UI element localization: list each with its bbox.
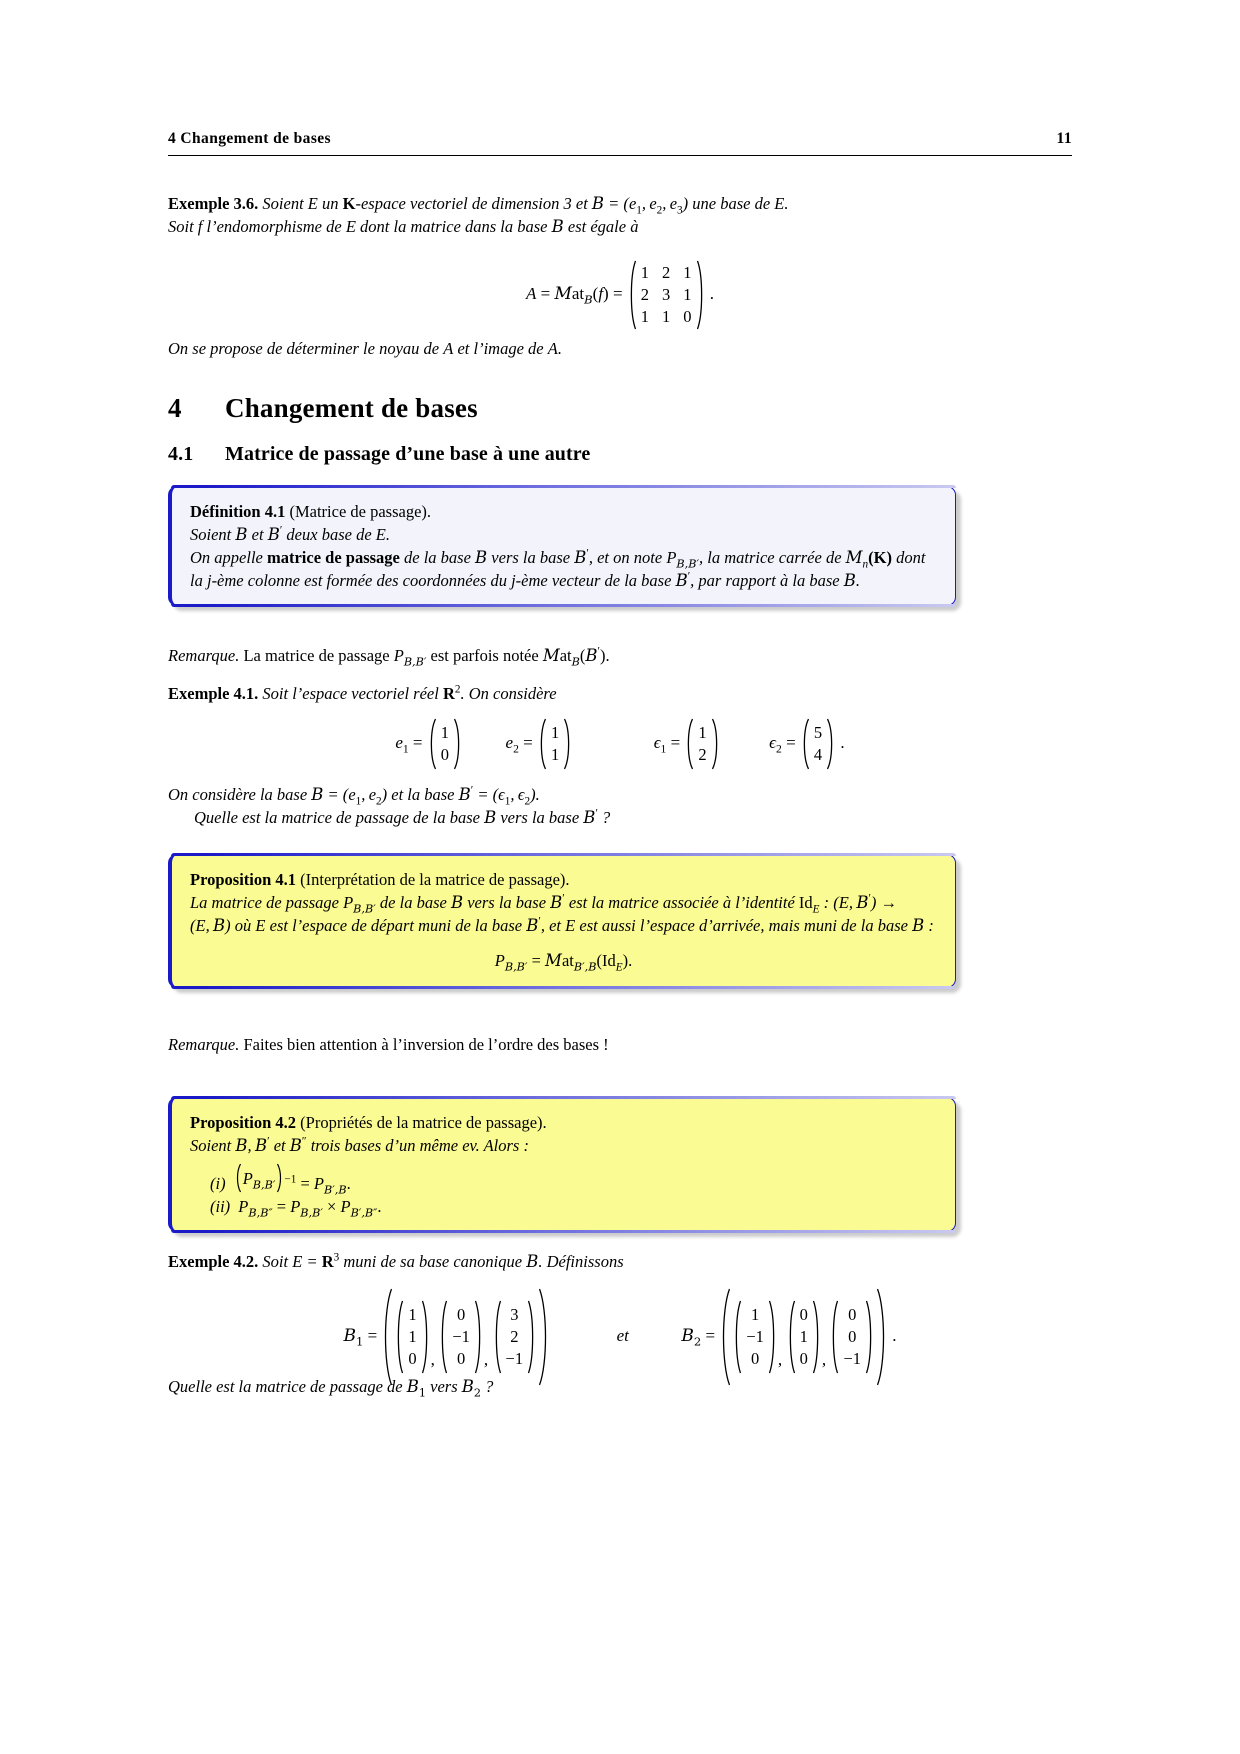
cell: −1: [746, 1327, 764, 1346]
left-paren: [381, 1288, 392, 1386]
proposition-4-1-paren: (Interprétation de la matrice de passage).: [300, 870, 570, 889]
right-paren: [422, 1300, 431, 1374]
cell: 5: [813, 723, 823, 742]
matrix-A-trail: .: [709, 283, 715, 303]
right-paren: [827, 718, 836, 770]
cell: 1: [408, 1305, 417, 1324]
matrix-A-display: A = Mat$_B$(f) = 1 2 1 2 3 1 1 1 0 .: [168, 260, 1072, 330]
right-paren: [564, 718, 573, 770]
cell: 1: [640, 263, 650, 282]
definition-4-1-title: Définition 4.1: [190, 502, 286, 521]
left-paren: [427, 718, 436, 770]
right-paren: [475, 1300, 484, 1374]
example-4-1: [168, 682, 1072, 705]
right-paren: [866, 1300, 875, 1374]
left-paren: [719, 1288, 730, 1386]
left-paren: [627, 260, 636, 330]
example-4-1-after: On considère la base $B = (e_1$, $e_2$) et la base $B' = (\epsilon_1$, $\epsilon_2$). Quelle est la matrice de passage de la base B vers la base B′ ?: [168, 784, 611, 827]
family-B1-vector-2: [447, 1304, 475, 1370]
family-B1-vector-3: [501, 1304, 529, 1370]
example-4-2: [168, 1250, 1072, 1273]
cell: 0: [440, 745, 450, 764]
proposition-4-1-display: $P_{B,B'} = Mat_{B',B}(Id_E)$.: [494, 951, 633, 974]
vector-eps2-cells: [809, 722, 827, 766]
proposition-4-2-item-i: (i) $P_{B,B'}$ $^{-1} = P_{B',B}$.: [190, 1163, 937, 1195]
cell: 0: [683, 307, 692, 326]
vector-eps2: [800, 718, 836, 770]
vector-e1-cells: [436, 722, 454, 766]
vectors-trail: .: [840, 732, 845, 752]
example-4-2-label: Exemple 4.2.: [168, 1252, 259, 1271]
proposition-4-2-line-1: Soient B, B′ et B″ trois bases d’un même ev. Alors :: [190, 1135, 529, 1155]
cell: 1: [640, 307, 650, 326]
cell: 0: [848, 1305, 857, 1324]
definition-4-1-title-line: [190, 500, 937, 523]
subsection-number: 4.1: [168, 443, 194, 465]
matrix-A-lhs: A: [525, 283, 537, 303]
example-4-1-text: Soit l’espace vectoriel réel $R^2$. On considère: [262, 683, 557, 703]
families-trail: .: [892, 1325, 897, 1345]
right-paren: [454, 718, 463, 770]
example-4-1-vectors: $e_1$ = 1 0 $e_2$ = 1 1 $\epsilon_1$ = 1 2 $\epsilon_2$ = 5 4 .: [168, 718, 1072, 770]
cell: 0: [456, 1349, 466, 1368]
proposition-4-2-box: [168, 1097, 956, 1232]
left-paren: [732, 1300, 741, 1374]
right-paren: [769, 1300, 778, 1374]
example-3-6: [168, 192, 1072, 238]
example-4-2-families: $B_1$ = 1 1 0 , 0 −1 0 , 3 2 −1 et $B_2$ = 1 −1 0 , 0 1 0 , 0 0 −1 .: [168, 1288, 1072, 1386]
cell: 2: [698, 745, 707, 764]
definition-4-1-box: [168, 486, 956, 606]
left-paren: [492, 1300, 501, 1374]
left-paren: [537, 718, 546, 770]
remarque-1: [168, 644, 1072, 667]
definition-4-1-line-2: On appelle matrice de passage de la base B vers la base B′, et on note $P_{B,B'}$, la matrice carrée de $M_n(K)$ dont la j-ème colonne est formée des coordonnées du j-ème vecteur de la base B′, par rapport à la base B.: [190, 547, 926, 590]
family-B1-vector-1: [403, 1304, 421, 1370]
cell: 0: [408, 1349, 417, 1368]
example-4-1-label: Exemple 4.1.: [168, 684, 259, 703]
header-rule: [168, 155, 1072, 156]
right-paren: [277, 1163, 284, 1193]
remarque-2-label: Remarque.: [168, 1035, 240, 1054]
vector-e2-name: $e_2$: [505, 732, 519, 756]
family-B2: 1 −1 0 , 0 1 0 , 0 0 −1: [719, 1288, 888, 1386]
proposition-4-2-title-line: [190, 1111, 937, 1134]
cell: −1: [452, 1327, 470, 1346]
remarque-1-text: La matrice de passage $P_{B,B'}$ est parfois notée Mat$_B$(B′).: [243, 645, 610, 669]
subsection-heading-4-1: [168, 443, 590, 466]
example-3-6-label: Exemple 3.6.: [168, 194, 259, 213]
cell: 1: [662, 307, 671, 326]
cell: 0: [751, 1349, 760, 1368]
definition-4-1-paren: (Matrice de passage).: [289, 502, 432, 521]
proposition-4-1-title-line: [190, 868, 937, 891]
cell: 2: [640, 285, 650, 304]
cell: 1: [550, 745, 560, 764]
cell: 2: [662, 263, 671, 282]
remarque-1-label: Remarque.: [168, 646, 240, 665]
item-ii-label: (ii): [210, 1197, 231, 1216]
page-number: 11: [1056, 130, 1072, 147]
item-i-label: (i): [210, 1174, 226, 1193]
cell: 1: [683, 285, 692, 304]
section-number: 4: [168, 393, 182, 423]
right-paren: [539, 1288, 550, 1386]
cell: 1: [550, 723, 560, 742]
family-B2-vector-1: [741, 1304, 769, 1370]
subsection-title: Matrice de passage d’une base à une autre: [225, 443, 591, 465]
vector-e2-cells: [546, 722, 564, 766]
matrix-A: [627, 260, 706, 330]
proposition-4-2-title: Proposition 4.2: [190, 1113, 297, 1132]
vector-e1: [427, 718, 463, 770]
vector-eps1-cells: [693, 722, 711, 766]
right-paren: [712, 718, 721, 770]
left-paren: [234, 1163, 241, 1193]
cell: 1: [683, 263, 692, 282]
running-head-left: 4 Changement de bases: [168, 130, 331, 147]
left-paren: [800, 718, 809, 770]
vector-eps1-name: $\epsilon_1$: [653, 732, 667, 756]
family-B1-name: $B_1$: [343, 1325, 364, 1349]
cell: 4: [813, 745, 823, 764]
definition-4-1-line-1: Soient B et B′ deux base de E.: [190, 524, 390, 544]
page-content: [168, 0, 1072, 1754]
vector-eps1: [684, 718, 720, 770]
vector-e1-name: $e_1$: [395, 732, 409, 756]
left-paren: [394, 1300, 403, 1374]
left-paren: [438, 1300, 447, 1374]
cell: 1: [799, 1327, 808, 1346]
left-paren: [829, 1300, 838, 1374]
vector-e2: [537, 718, 573, 770]
left-paren: [786, 1300, 795, 1374]
cell: −1: [505, 1349, 524, 1368]
et-conjunction: et: [616, 1325, 629, 1345]
proposition-4-2-item-ii: (ii) $P_{B,B''} = P_{B,B'} \times P_{B',B''}$.: [210, 1197, 382, 1220]
proposition-4-1-title: Proposition 4.1: [190, 870, 297, 889]
cell: 1: [408, 1327, 417, 1346]
right-paren: [697, 260, 706, 330]
example-4-2-question: Quelle est la matrice de passage de $B_1$ vers $B_2$ ?: [168, 1377, 494, 1400]
cell: 0: [799, 1305, 808, 1324]
cell: 0: [799, 1349, 808, 1368]
family-B2-vector-3: [838, 1304, 866, 1370]
family-B2-name: $B_2$: [681, 1325, 702, 1349]
cell: 1: [698, 723, 707, 742]
example-3-6-closing: On se propose de déterminer le noyau de A et l’image de A.: [168, 339, 562, 358]
remarque-2-text: Faites bien attention à l’inversion de l’ordre des bases !: [239, 1035, 609, 1054]
matrix-A-cells: [636, 262, 697, 328]
running-head: [168, 130, 1072, 148]
vector-eps2-name: $\epsilon_2$: [769, 732, 782, 756]
cell: 0: [848, 1327, 857, 1346]
cell: 1: [440, 723, 450, 742]
proposition-4-1-box: [168, 854, 956, 988]
right-paren: [813, 1300, 822, 1374]
example-3-6-line1: Soient E un K-espace vectoriel de dimension 3 et $B = (e_1$, $e_2$, $e_3$) une base de E. Soit f l’endomorphisme de E dont la matrice dans la base B est égale à: [168, 194, 789, 236]
cell: 3: [510, 1305, 519, 1324]
family-B2-vector-2: [795, 1304, 813, 1370]
right-paren: [528, 1300, 537, 1374]
cell: 3: [662, 285, 671, 304]
section-title: Changement de bases: [225, 393, 478, 423]
proposition-4-1-body: La matrice de passage $P_{B,B'}$ de la base B vers la base B′ est la matrice associée à l’identité $Id_E$ : (E, B′) → (E, B) où E est l’espace de départ muni de la base B′, et E est aussi l’espace d’arrivée, mais muni de la base B :: [190, 892, 934, 935]
proposition-4-2-paren: (Propriétés de la matrice de passage).: [300, 1113, 547, 1132]
example-4-2-text: Soit $E = R^3$ muni de sa base canonique B. Définissons: [262, 1251, 624, 1271]
cell: −1: [843, 1349, 862, 1368]
left-paren: [684, 718, 693, 770]
right-paren: [877, 1288, 888, 1386]
cell: 0: [456, 1305, 466, 1324]
remarque-2: [168, 1033, 1072, 1056]
family-B1: 1 1 0 , 0 −1 0 , 3 2 −1: [381, 1288, 550, 1386]
cell: 1: [751, 1305, 760, 1324]
section-heading-4: [168, 393, 478, 424]
cell: 2: [510, 1327, 519, 1346]
